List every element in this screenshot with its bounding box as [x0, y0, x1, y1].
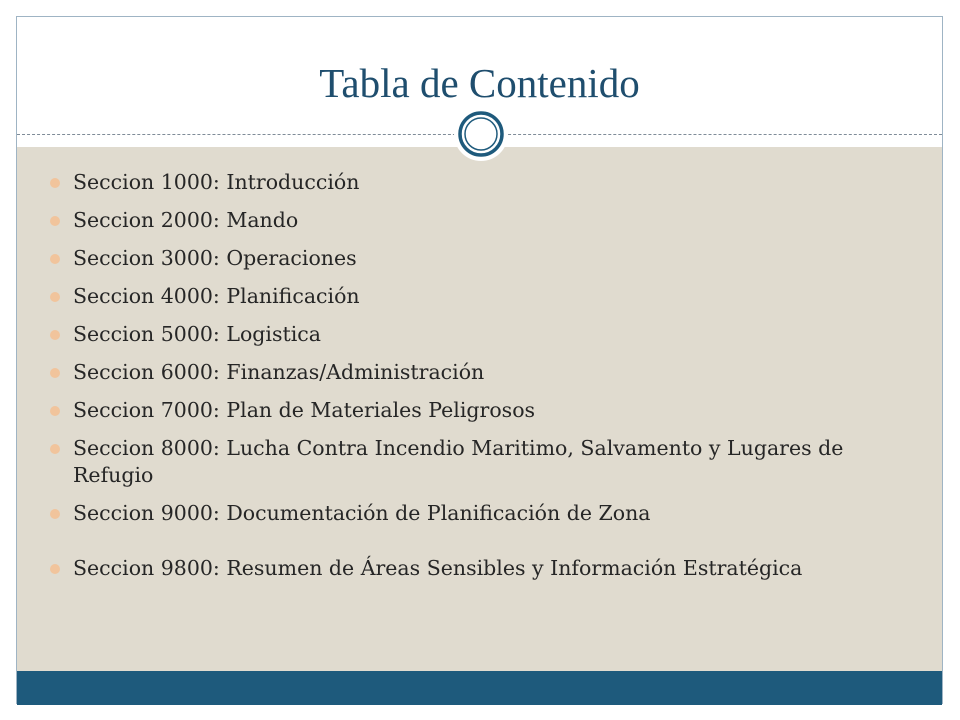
- toc-list: [50, 169, 930, 593]
- slide-title: Tabla de Contenido: [319, 60, 640, 106]
- bullet-icon: [50, 216, 60, 226]
- bullet-icon: [50, 178, 60, 188]
- list-item: [50, 245, 930, 272]
- list-item-text: Seccion 6000: Finanzas/Administración: [73, 360, 485, 384]
- bullet-icon: [50, 444, 60, 454]
- list-item: [50, 397, 930, 424]
- list-item-text: Seccion 9000: Documentación de Planificación de Zona: [73, 501, 651, 525]
- list-item-text: Seccion 5000: Logistica: [73, 322, 322, 346]
- ring-icon: [453, 106, 509, 162]
- bullet-icon: [50, 292, 60, 302]
- bullet-icon: [50, 406, 60, 416]
- list-item: [50, 435, 930, 489]
- list-item-text: Seccion 8000: Lucha Contra Incendio Maritimo, Salvamento y Lugares de Refugio: [73, 436, 844, 487]
- list-item: [50, 207, 930, 234]
- bullet-icon: [50, 509, 60, 519]
- list-item-text: Seccion 1000: Introducción: [73, 170, 360, 194]
- list-item: [50, 359, 930, 386]
- bullet-icon: [50, 330, 60, 340]
- list-item-text: Seccion 4000: Planificación: [73, 284, 360, 308]
- list-item: [50, 500, 930, 527]
- list-item-text: Seccion 7000: Plan de Materiales Peligrosos: [73, 398, 536, 422]
- list-item-text: Seccion 2000: Mando: [73, 208, 299, 232]
- bullet-icon: [50, 254, 60, 264]
- bullet-icon: [50, 368, 60, 378]
- list-item: [50, 321, 930, 348]
- list-item-text: Seccion 9800: Resumen de Áreas Sensibles y Información Estratégica: [73, 556, 803, 580]
- list-item: [50, 283, 930, 310]
- list-item: [50, 169, 930, 196]
- footer-bar: [17, 671, 942, 705]
- slide: [16, 16, 943, 704]
- list-item-text: Seccion 3000: Operaciones: [73, 246, 357, 270]
- bullet-icon: [50, 564, 60, 574]
- list-item: [50, 555, 930, 582]
